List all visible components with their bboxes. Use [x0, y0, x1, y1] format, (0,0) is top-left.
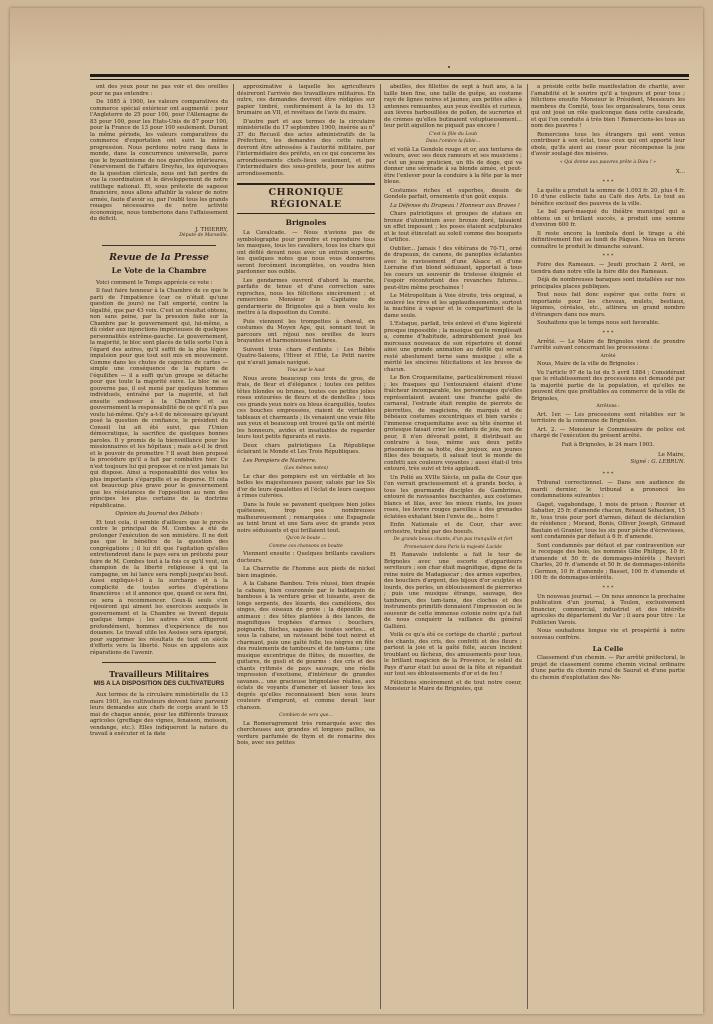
paragraph: Déjà de nombreuses baraques sont installées sur nos principales places publiques.: [531, 277, 685, 290]
paragraph: Nous avons beaucoup ces trois de gros, de frais, de fleur et d'élégance ; toutes ces petites têtes blondes ou brunes, toutes ces petites jolies roses entourées de fleurs et de dentelles ; tous ces grands yeux noirs ou bleus écarquillés, toutes ces bouches empressées, riaient de véritables tableaux et charmants ; ils venaient une vraie fête aux yeux et beaucoup ont trouvé qu'ils ont mérité les honneurs, avides et insatiables de regarder leurs tout petits figurants et ravis.: [237, 375, 375, 441]
paragraph: Art. 2. — Monsieur le Commissaire de police est chargé de l'exécution du présent arrêté.: [531, 426, 685, 440]
column-1: [90, 84, 228, 1004]
paragraph: Costumes riches et superbes, dessin de Gondole parfait, ornements d'un goût exquis.: [384, 187, 522, 201]
page-mark: [448, 66, 450, 68]
paragraph: A la Cabane Bambou. Très réussi, bien drapée la cabane, bien couronnée par le baldaquin de bambous à la verdure grise et luisante, avec de longs serpents, des lézards, des caméléons, des singes, des oiseaux de proie ; la dépouille des animaux : des têtes plantées à des lances, de magnifiques trophées d'armes : boucliers, poignards, flèches, sagaies de toutes sortes... et sous la cabane, un ravissant bébé tout noiret et charmant, puis une gaîté folle, les nègres en fête des roulements de tambours et de tam-tams ; une musique excentrique de flûtes, de musettes, de guitares, de gusli et de gourms : des cris et des chants rythmés de pays sauvage, une réelle impression d'exotisme, d'intérieur de grandes savanes... une gracieuse brignolaise réalise, aux éclats de voyants d'amener et laisser tous les degrés qu'elles reconnaissent bien sous leurs couleurs d'emprunt, et comme devait leur chanson.: [237, 581, 375, 711]
paragraph: Le Métropolitain à Voie étroite, très original, a soulevé les rires et les applaudissements, surtout la machine à vapeur et le compartiment de la dame seule.: [384, 293, 522, 319]
quote-note: « Qui donne aux pauvres prête à Dieu ! »: [560, 159, 656, 165]
paragraph: D'autre part et aux termes de la circulaire ministérielle du 17 septembre 1900, insérée au n° 37 du Recueil des actes administratifs de la Préfecture, les demandes des cette nature devront être adressées à l'autorité militaire, par l'intermédiaire des préfets, en ce qui concerne les arrondissements chefs-lieux seulement, et par l'intermédiaire des sous-préfets, pour les autres arrondissements.: [237, 118, 375, 177]
paragraph: Sont condamnés par défaut et par contravention sur le recepage des bois, les nommés Gibe Philippe, 10 fr. d'amende et 50 fr. de dommages-intérêts ; Revieri Charles, 20 fr. d'amende et 50 fr. de dommages-intérêts ; Germon, 10 fr. d'amende ; Basset, 100 fr. d'amende et 100 fr. de dommages-intérêts.: [531, 542, 685, 582]
verse-note: Dans l'ombre la fable...: [426, 139, 480, 145]
column-2: [237, 84, 375, 1004]
paragraph: Voici comment le Temps apprécie ce vote :: [96, 279, 213, 286]
paragraph: Nous, Maire de la ville de Brignoles :: [537, 361, 639, 368]
column-divider: [380, 84, 381, 1009]
paragraph: Deux chars patriotiques La République éclairant le Monde et Les Trois Républiques.: [237, 442, 375, 456]
paragraph: Il faut faire honneur à la Chambre de ce que le parti de l'impatience (car ce n'était qu'une question de jours) ne l'ait emporté, contre la légalité, que par 43 voix. C'est un résultat obtenu, non sans peine, par la pression faite sur la Chambre par le gouvernement qui, lui-même, a dû céder aux injonctions impérieuses de quelques personnalités extrême-gauche. Le gouvernement, la majorité, le bloc sont placés de telle sorte l'un à l'égard des autres, qu'il suffit de la plus légère impulsion pour que tout soit mis en mouvement. Comme dans les chutes de capucins de cartes — simple une conséquence de la rupture de l'équilibre — il a suffi qu'un groupe se détache pour que toute la majorité suive. Le bloc ne se gouverne pas, il est mené par quelques hommes individuels, entraîné par la majorité, et fait ensuite endosser à la Chambre et au gouvernement la responsabilité de ce qu'il n'a pas voulu lui-même. Qu'y a-t-il de nécessaire qu'ayant posé la question de confiance, le président du Conseil lui ait été suivi, que l'Union démocratique, la sacrifice de quelques bonnes paroles. Il y promis de la bienveillance pour les missionnaires et les hôpitaux ; mais a-t-il le droit et le pouvoir de promettre ? Il avait bien proposé la procédure qu'il a fait par combattre hier. Ce n'est toujours lui qui propose et ce n'est jamais lui qui dispose. Ainsi a responsabilité des votes les plus importants s'éparpille et se disperse. Et cela est beaucoup plus grave pour le gouvernement que les résistances de l'opposition au nom des principes les plus certains de la doctrine républicaine.: [90, 288, 228, 509]
section-stars: * * *: [602, 178, 614, 185]
paragraph: Un nouveau journal. — On nous annonce la prochaine publication d'un journal, à Toulon, exclusivement financier, commercial, industriel et des intérêts agricoles du département du Var ; il aura pour titre : Le Publicien Varois.: [531, 593, 685, 626]
paragraph: Vu l'article 97 de la loi du 5 avril 1884 ; Considérant que le rétablissement des processions est demandé par la majorité partie de la population, et qu'elles ne peuvent être que profitables au commerce de la ville de Brignoles,: [531, 369, 685, 402]
maire-signature: Signé : G. LEBRUN.: [630, 458, 685, 465]
masthead-rule-thin: [90, 79, 689, 80]
quote-signature: X...: [675, 169, 685, 176]
paragraph: Fait à Brignoles, le 24 mars 1903.: [561, 441, 655, 448]
author-signature: J. THIERRY,: [195, 226, 228, 233]
paragraph: La quête a produit la somme de 1.093 fr. 20, plus 4 fr. 10 d'une collecte faite au Café des Arts. Le tout au bénéfice exclusif des pauvres de la ville.: [531, 187, 685, 207]
paragraph: Classement d'un chemin. — Par arrêté préfectoral, le projet de classement comme chemin vicinal ordinaire d'une partie du chemin rural de Saurat et d'une partie du chemin d'exploitation des Ne-: [531, 655, 685, 681]
maire-label: Le Maire,: [658, 452, 685, 459]
paragraph: Oublier... Jamais ! des vétérans de 70-71, orné de drapeaux, de canons, de panoplies éclatantes avec le ravissement d'une Alsace et d'une Lorraine d'un blond séduisant, apportait à tous les coeurs un souvenir de tristesse éloignée et l'espoir réconfortant des revanches futures... peut-être même prochaines !: [384, 245, 522, 291]
paragraph: Puis viennent les trompettes à cheval, en costumes du Moyen Age, qui, sonnant tout le parcours ont réjoui nos oreilles de leurs brayantes et harmonieuses fanfares.: [237, 318, 375, 344]
paragraph: Remercions tous les étrangers qui sont venus contribuer à son éclat, tous ceux qui ont apporté leur obole, qu'ils aient au coeur pour récompense la joie d'avoir soulagé des misères.: [531, 131, 685, 157]
paragraph: De 1885 à 1900, les valeurs comparatives du commerce spécial extérieur ont augmenté : pour l'Angleterre de 25 pour 100, pour l'Allemagne de 83 pour 100, pour les Etats-Unis de 87 pour 100, pour la France de 13 pour 100 seulement. Durant la même période, les valeurs comparatives du commerce d'exportation ont suivi la même progression. Nous perdons notre rang dans le monde, dans la concurrence universelle, parce que le byzantinisme de nos querelles intérieures, l'énervement de l'affaire Dreyfus, les équivoques de la question cléricale, nous ont fait perdre de vue la coordination et le développement de notre outillage national. Et, sous prétexte de sagesse financière, nous allons affaiblir la valeur de notre armée, faute d'avoir su, par l'oubli tous les grands rouages nécessaires de notre activité économique, nous tomberions dans l'affaissement du déficit.: [90, 99, 228, 222]
page-top-margin: [10, 8, 703, 68]
paragraph: Suivent trois chars d'enfants : Les Bébés Quatre-Saisons, l'Hiver et l'Eté, Le Petit navire qui n'avait jamais navigué.: [237, 346, 375, 366]
paragraph: Art. 1er. — Les processions sont rétablies sur le territoire de la commune de Brignoles.: [531, 411, 685, 425]
newspaper-page: [10, 8, 703, 1014]
paragraph: Nous souhaitons longue vie et prospérité à notre nouveau confrère.: [531, 628, 685, 641]
section-stars: * * *: [602, 253, 614, 260]
section-stars: * * *: [602, 329, 614, 336]
author-title: Député de Marseille.: [179, 233, 228, 238]
paragraph: Il reste encore la tombola dont le tirage a été définitivement fixé au lundi de Pâques. Nous en ferons connaître le produit le dimanche suivant.: [531, 230, 685, 250]
paragraph: Le bal paré-masqué du théâtre municipal qui a obtenu un si brillant succès, a produit une somme d'environ 600 fr.: [531, 209, 685, 229]
verse-note: Tous par le haut: [287, 368, 325, 373]
paragraph: abeilles, des fillettes de sept à huit ans, à la taille bien fine, une taille de guêpe, au costume rayé de lignes noires et jaunes, aux petites ailes à antennes remuantes, aux yeux éveillés et curieux, aux lèvres barbouillées de pollen, de sucreries et de crèmes qu'elles butinaient voluptueusement... leur petit aiguillon ne piquait pas encore !: [384, 84, 522, 129]
press-review-subheading: Le Vote de la Chambre: [111, 265, 207, 275]
paragraph: Et Ranavalo indolente a fait le tour de Brignoles avec une escorte d'appariteurs serviteurs ; son char était magnifique, digne de la reine noire de Madagascar ; des armes superbes, des boucliers d'argent, des bijoux d'or sculptés et lourds, des perles, un éblouissement de pierreries ; puis une musique étrange, sauvage, des tambours, des tam-tams, des cloches et des instruments primitifs donnaient l'impression ou le souvenir de cette immense colonie noire qu'a fait de nous conquérir la vaillance du général Galliéni.: [384, 552, 522, 630]
paragraph: et voilà La Gondole rouge et or, aux tentures de velours, avec ses deux rameurs et ses musiciens ; c'est un jeune praticien, un fils de doge, qui va donner une sérénade à sa blonde aimée, et peut-être l'enlever pour la conduire à la fête par la mer bleue.: [384, 146, 522, 186]
verse-note: C'est la fille du Loub: [428, 131, 478, 137]
paragraph: La Romeragrement très remarquée avec des chercheuses aux grandes et longues pailles, sa verdure parfumée de thym et de romarins des bois, avec ses petites: [237, 720, 375, 747]
paragraph: Aux termes de la circulaire ministérielle du 13 mars 1901, les cultivateurs doivent faire parvenir leurs demandes aux chefs de corps avant le 15 mai de chaque année, pour les différents travaux agricoles (greffage des vignes, fenaison, moisson, vendange, etc.). Elles indiqueront la nature du travail à exécuter et la date: [90, 692, 228, 738]
paragraph: Arrêté. — Le Maire de Brignoles vient de prendre l'arrêté suivant concernant les processions :: [531, 338, 685, 352]
chronicle-heading: CHRONIQUE RÉGIONALE: [237, 183, 375, 214]
verse-note: Qu'on le boute ...: [286, 536, 326, 542]
arrete-label: Arrêté: [600, 353, 616, 359]
press-review-heading: Revue de la Presse: [109, 251, 209, 263]
section-divider: [102, 245, 216, 246]
paragraph: Un Pollé au XVIIe Siècle, un palla de Cour que l'on verrait gracieusement et à grands bocks, à tous les gourmands disciples de Gambrinus, entouré de ravissantes bacchantes, aux costumes blancs et lilas, avec les mieux riants, les joues roses, les lèvres rouges pareilles à des grenades éclatées exhalant bien l'envie de... boire !: [384, 474, 522, 520]
paragraph: La Défense du Drapeau ! Honneur aux Braves !: [390, 202, 520, 209]
arretons-label: Arrêtons :: [596, 404, 620, 410]
paragraph: Le Bon Croquemitaine, particulièrement réussi ; les frasques qui l'entouraient étaient d'une fraîcheur incomparable, les personnages qu'elles représentaient avaient une franche gaîté de carnaval, l'estrade était remplie de pierrots de pierrettes, de magiciens, de marquis et de bébéaux costumes excentriques et bien variés ; l'immense croquemitaine avec sa tête énorme et grotesque faisait crier les enfants de joie, non de peur, il n'en dévorait point, il distribuait au contraire à tous, même aux deux petits prisonniers de sa hotte, des joujoux, aux jeunes filles des bouquets, il saluait tout le monde de confetti aux couleurs voyantes ; aussi était-il très entouré, très suivi et très applaudi.: [384, 375, 522, 473]
paragraph: Dans la foule se pavanent quelques bien jolies quêteuses, trop peu nombreuses malheureusement ; remarquées : une Espagnole au teint bruni et une Sara avec de grands yeux noirs séduisants et qui brillaient tout.: [237, 501, 375, 534]
verse-note: De grands beaux chants, d'un pas tranquille et fort: [393, 537, 513, 543]
paragraph: Tribunal correctionnel. — Dans son audience de mardi dernier, le tribunal a prononcé les condamnations suivantes :: [531, 480, 685, 500]
paragraph: Gaget, vagabondage, 1 mois de prison ; Rouvier et Sabatier, 25 fr. d'amende chacun, Renaud Sébastien, 15 fr., tous trois pour port d'armes, défaut de déclaration de résidence ; Morand, Bonis, Olliver Joseph, Grimaud Bautain et Granier, tous les six pour pêche d'écrevisses, sont condamnés par défaut à 6 fr. d'amende.: [531, 501, 685, 541]
column-4: [531, 84, 685, 1004]
column-3: [384, 84, 522, 1004]
verse-note: Combien de vers que...: [279, 713, 333, 719]
paragraph: Foire des Rameaux. — Jeudi prochain 2 Avril, se tiendra dans notre ville la foire dite des Rameaux.: [531, 262, 685, 275]
workers-heading: Travailleurs Militaires: [109, 669, 209, 680]
paragraph: Et tout cela, il semble d'ailleurs que le procès contre le principal de M. Combes a été de prolonger l'exécution de son ministère. Il ne doit pas que le bénéfice de la question des congrégations ; il lui dit que l'agitation qu'elles entretiendront dans le pays sera un prétexte pour faire de M. Combes tout à la fois ce qu'il veut, un champion de la liberté religieuse à qui la campagne, on lui lance sera rempli jusqu'au bout. Aussi explique-t-il à la surcharge et à la complicité de toutes sortes d'opérations financières : et il annonce que, quand ce sera fini, ce sera à recommencer. Ceux-là seuls s'en réjouiront qui aiment les exercices auxquels le gouvernement et la Chambre se livrent depuis quelque temps ; les autres s'en affligeront profondément, hommes d'expérience de nos douanes. Le travail utile les Assises sera épargné, pour supprimer les résultats de tout un siècle d'efforts vers la liberté. Nous en appelons aux réparations de l'avenir.: [90, 519, 228, 656]
paragraph: Les Pompiers de Nanterre.: [243, 457, 317, 464]
verse-note: Promenaient dans Paris la majesté Lucide: [404, 544, 502, 550]
paragraph: Viennent ensuite : Quelques brillants cavaliers ducteurs.: [237, 551, 375, 564]
paragraph: Tout nous fait donc espérer que cette foire si importante pour les chevaux, mulets, bestiaux, légumes, céréales, etc., attirera un grand nombre d'étrangers dans nos murs.: [531, 292, 685, 318]
paragraph: L'Estaque, parfait, très enlevé et d'une légèreté presque impossible ; la musique qui le remplissait a, comme d'habitude, admirablement joué les morceaux nouveaux de son répertoire et donné ainsi une grande animation au défilé qui serait resté absolument terne sans musique ; elle a mérité les sincères félicitations et les bravos de chacun.: [384, 321, 522, 373]
paragraph: Opinion du Journal des Débats :: [115, 511, 203, 518]
paragraph: ont des yeux pour ne pas voir et des oreilles pour ne pas entendre :: [90, 84, 228, 97]
paragraph: Enfin Nationale et de Cour, char avec orchestre, traîné par des boeufs.: [384, 522, 522, 535]
paragraph: La Charrette de l'homme aux pieds de nickel bien imaginée.: [237, 566, 375, 579]
paragraph: Souhaitons que le temps nous soit favorable.: [537, 320, 660, 327]
paragraph: Les gendarmes ouvrent d'abord la marche, parfaite de tenue et d'une correction sans reproches, nous les félicitons sincèrement ; et remercions Monsieur le Capitaine de gendarmerie de Brignoles qui a bien voulu les mettre à la disposition du Comité.: [237, 277, 375, 316]
paragraph: Voilà ce qu'a été ce cortège de charité ; partout des chants, des cris, des confetti et des fleurs ; partout la joie et la gaîté folle, aucun incident troublant ou fâcheux, des amusements pour tous, le brillant magicien de la Provence, le soleil du Pays d'azur était lui aussi de la fête et répandait sur tout ses éblouissements d'or et de feu !: [384, 632, 522, 678]
column-divider: [527, 84, 528, 1009]
paragraph: Félicitons sincèrement et de tout notre coeur, Monsieur le Maire de Brignoles, qui: [384, 679, 522, 693]
paragraph: Le char des pompiers est un véritable et les belles les majestueuses passer, salués par les Sis d'or de leurs épaulettes et l'éclat de leurs casques à rimes culvrées.: [237, 473, 375, 500]
paragraph: Chars patriotiques et groupes de statues en bronze d'aluminium avec bronze doré, faisaient un effet imposant ; les poses étaient sculpturales et le tout étincelait au soleil comme des bouquets d'artifice.: [384, 211, 522, 244]
column-divider: [233, 84, 234, 1009]
verse-note: Comme ces chansons on boutte: [269, 543, 343, 549]
section-stars: * * *: [602, 471, 614, 478]
paragraph: La Cavalcade. — Nous n'avions pas de symbolographe pour prendre et reproduire tous les masques, tous les cavaliers, tous les chars qui ont défilé devant nous avec un entrain superbe, les quelques notes que nous vous donnerons seront forcément incomplètes, on voudra bien pardonner nos oublis.: [237, 230, 375, 275]
town-heading: La Celle: [592, 645, 624, 654]
town-heading: Brignoles: [285, 218, 327, 227]
section-stars: * * *: [602, 584, 614, 591]
masthead-rule: [90, 74, 689, 77]
paragraph: approximative à laquelle les agriculteurs désireront l'arrivée des travailleurs militaires. En outre, ces demandes devront être rédigées sur papier timbré, conformément à la loi du 13 brumaire an VII, et revêtues de l'avis du maire.: [237, 84, 375, 116]
paragraph: a présidé cette belle manifestation de charité, avec l'amabilité et le sourire qu'il a toujours et pour tous ; félicitons ensuite Monsieur le Président, Messieurs les membres du Comité, tous les organisateurs, tous ceux qui ont joué un rôle quelconque dans cette cavalcade, et qui l'on conduite à très bien ! Remercions-les tous au nom des pauvres !: [531, 84, 685, 129]
verse-note: (Les mêmes notes): [284, 466, 328, 472]
section-divider: [102, 662, 216, 663]
workers-subheading: MIS A LA DISPOSITION DES CULTIVATEURS: [93, 680, 225, 688]
